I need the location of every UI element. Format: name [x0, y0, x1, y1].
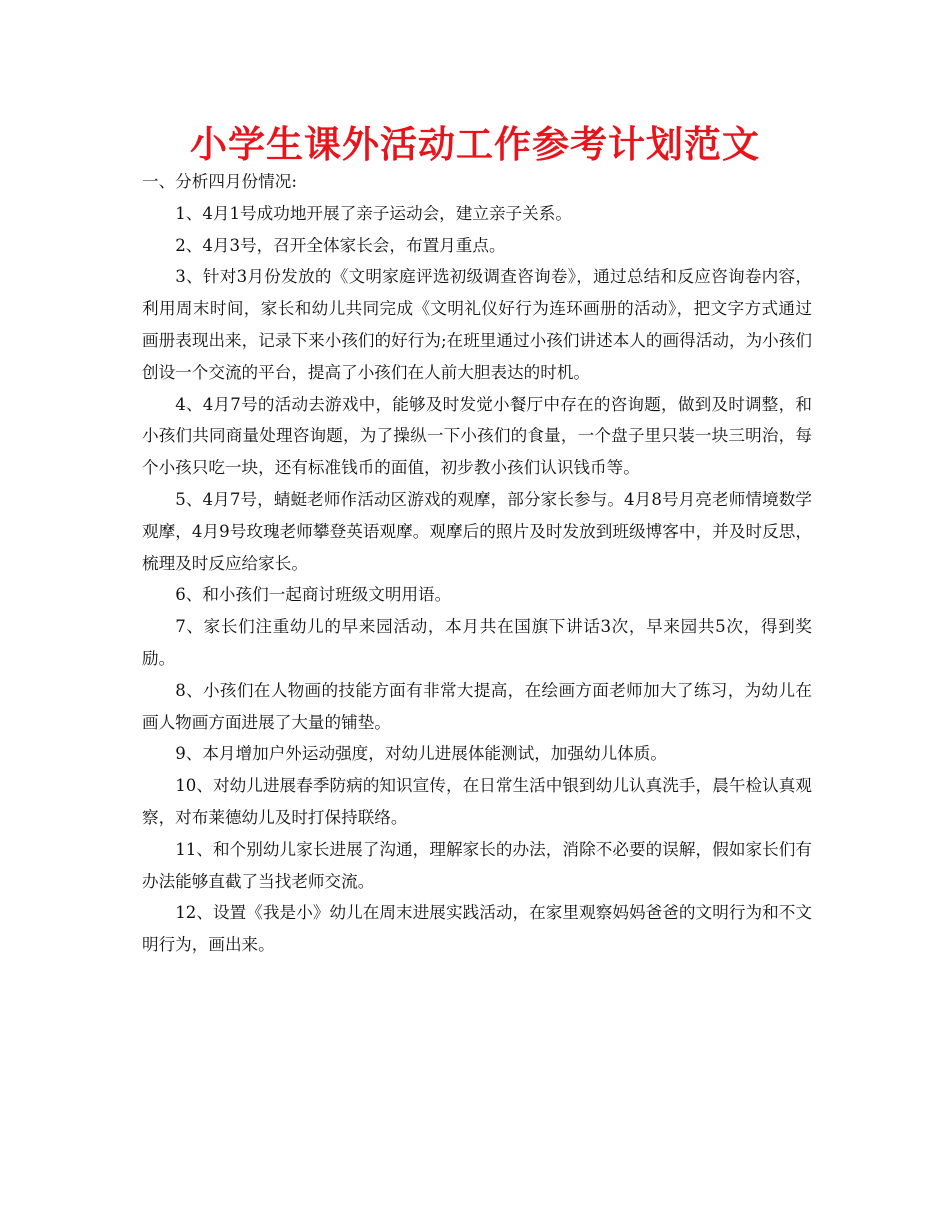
paragraph-3: 3、针对3月份发放的《文明家庭评选初级调查咨询卷》，通过总结和反应咨询卷内容，利用周末时间，家长和幼儿共同完成《文明礼仪好行为连环画册的活动》，把文字方式通过画册表现出来，记录下来小孩们的好行为;在班里通过小孩们讲述本人的画得活动，为小孩们创设一个交流的平台，提高了小孩们在人前大胆表达的时机。	[142, 267, 812, 382]
paragraph-8: 8、小孩们在人物画的技能方面有非常大提高，在绘画方面老师加大了练习，为幼儿在画人物画方面进展了大量的铺垫。	[142, 680, 812, 732]
paragraph-6: 6、和小孩们一起商讨班级文明用语。	[175, 585, 452, 605]
paragraph-12: 12、设置《我是小》幼儿在周末进展实践活动，在家里观察妈妈爸爸的文明行为和不文明行为，画出来。	[142, 903, 812, 955]
paragraph-9: 9、本月增加户外运动强度，对幼儿进展体能测试，加强幼儿体质。	[175, 744, 667, 764]
paragraph-11: 11、和个别幼儿家长进展了沟通，理解家长的办法，消除不必要的误解，假如家长们有办法能够直截了当找老师交流。	[142, 839, 812, 891]
paragraph-4: 4、4月7号的活动去游戏中，能够及时发觉小餐厅中存在的咨询题，做到及时调整，和小孩们共同商量处理咨询题，为了操纵一下小孩们的食量，一个盘子里只装一块三明治，每个小孩只吃一块，还有标准钱币的面值，初步教小孩们认识钱币等。	[142, 394, 812, 478]
document-body	[142, 166, 812, 961]
paragraph-7: 7、家长们注重幼儿的早来园活动，本月共在国旗下讲话3次，早来园共5次，得到奖励。	[142, 617, 812, 668]
document-title: 小学生课外活动工作参考计划范文	[190, 123, 760, 166]
paragraph-2: 2、4月3号，召开全体家长会，布置月重点。	[175, 235, 506, 255]
paragraph-1: 1、4月1号成功地开展了亲子运动会，建立亲子关系。	[175, 203, 572, 223]
section-heading: 一、分析四月份情况:	[142, 172, 297, 191]
paragraph-10: 10、对幼儿进展春季防病的知识宣传，在日常生活中银到幼儿认真洗手，晨午检认真观察，对布莱德幼儿及时打保持联络。	[142, 776, 812, 827]
paragraph-5: 5、4月7号，蜻蜓老师作活动区游戏的观摩，部分家长参与。4月8号月亮老师情境数学观摩，4月9号玫瑰老师攀登英语观摩。观摩后的照片及时发放到班级博客中，并及时反思，梳理及时反应给家长。	[142, 489, 812, 573]
